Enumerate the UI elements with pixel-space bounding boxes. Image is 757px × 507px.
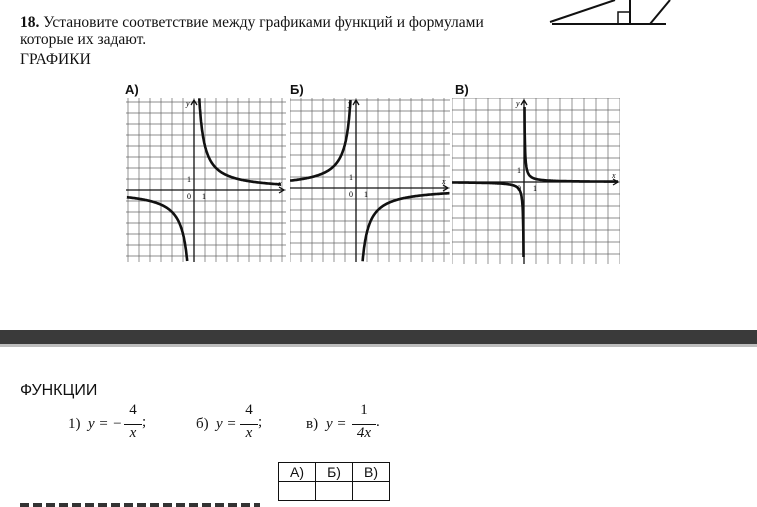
graph-b-grid: [290, 98, 450, 262]
answer-table: [278, 462, 390, 501]
answer-header-b: Б): [316, 463, 353, 482]
graph-c-origin-label: 0: [517, 184, 521, 193]
graph-a-curve-right: [199, 98, 281, 184]
answer-cell-b[interactable]: [316, 482, 353, 501]
formula-2-lhs: y =: [216, 416, 237, 432]
graph-a-origin-label: 0: [187, 192, 191, 201]
formula-3-lhs: y =: [326, 416, 347, 432]
question-body: Установите соответствие между графиками функций и формулами которые их задают.: [20, 14, 484, 48]
formula-3-numerator: 1: [360, 402, 368, 418]
graph-b-label: Б): [290, 82, 304, 97]
formula-2-numerator: 4: [245, 402, 253, 418]
formula-1-tail: ;: [142, 414, 147, 430]
graph-c: [452, 98, 620, 264]
graph-c-y-label: y: [516, 99, 520, 108]
answer-table-input-row: [279, 482, 390, 501]
formula-1-numerator: 4: [129, 402, 137, 418]
formula-1: [68, 402, 168, 446]
graph-c-unit-x: 1: [533, 184, 537, 193]
answer-cell-a[interactable]: [279, 482, 316, 501]
question-number: 18.: [20, 14, 40, 31]
graph-c-curve-right: [525, 107, 619, 182]
formula-2-tail: ;: [258, 414, 263, 430]
graph-c-unit-y: 1: [517, 166, 521, 175]
formula-2: [196, 402, 296, 446]
graph-a-label: А): [125, 82, 139, 97]
graph-a-curve-left: [127, 197, 187, 261]
formula-3-denominator: 4x: [356, 425, 372, 441]
formula-3-label: в): [306, 416, 319, 432]
answer-header-a: А): [279, 463, 316, 482]
formula-1-label: 1): [68, 416, 81, 432]
graph-a-unit-x: 1: [202, 192, 206, 201]
page-divider-shadow: [0, 344, 757, 347]
graph-b-axes: [290, 100, 448, 262]
graph-b-curve-right: [363, 193, 450, 261]
formula-2-denominator: x: [245, 425, 253, 441]
formula-3-tail: .: [376, 414, 380, 430]
question-text: [20, 14, 540, 48]
graph-a-y-label: y: [186, 99, 190, 108]
graph-b-curve-left: [290, 100, 351, 181]
graph-b: [290, 98, 450, 262]
graph-a-unit-y: 1: [187, 175, 191, 184]
graph-b-y-label: y: [348, 99, 352, 108]
next-question-text-cut: [20, 500, 260, 507]
answer-header-c: В): [353, 463, 390, 482]
graph-a-x-label: x: [278, 179, 282, 188]
graph-a: [126, 98, 286, 262]
graph-a-grid: [126, 98, 286, 262]
graph-b-unit-x: 1: [364, 190, 368, 199]
answer-table-header-row: [279, 463, 390, 482]
graph-b-unit-y: 1: [349, 173, 353, 182]
formula-1-denominator: x: [129, 425, 137, 441]
graph-b-x-label: x: [442, 177, 446, 186]
formula-1-lhs: y = −: [88, 416, 123, 432]
graph-c-x-label: x: [612, 171, 616, 180]
corner-triangle-figure: [540, 0, 690, 30]
page-divider: [0, 330, 757, 344]
formula-3: [306, 402, 406, 446]
graphs-heading: ГРАФИКИ: [20, 51, 91, 68]
answer-cell-c[interactable]: [353, 482, 390, 501]
functions-heading: ФУНКЦИИ: [20, 382, 98, 399]
graph-b-origin-label: 0: [349, 190, 353, 199]
graph-c-label: В): [455, 82, 469, 97]
formula-2-label: б): [196, 416, 209, 432]
